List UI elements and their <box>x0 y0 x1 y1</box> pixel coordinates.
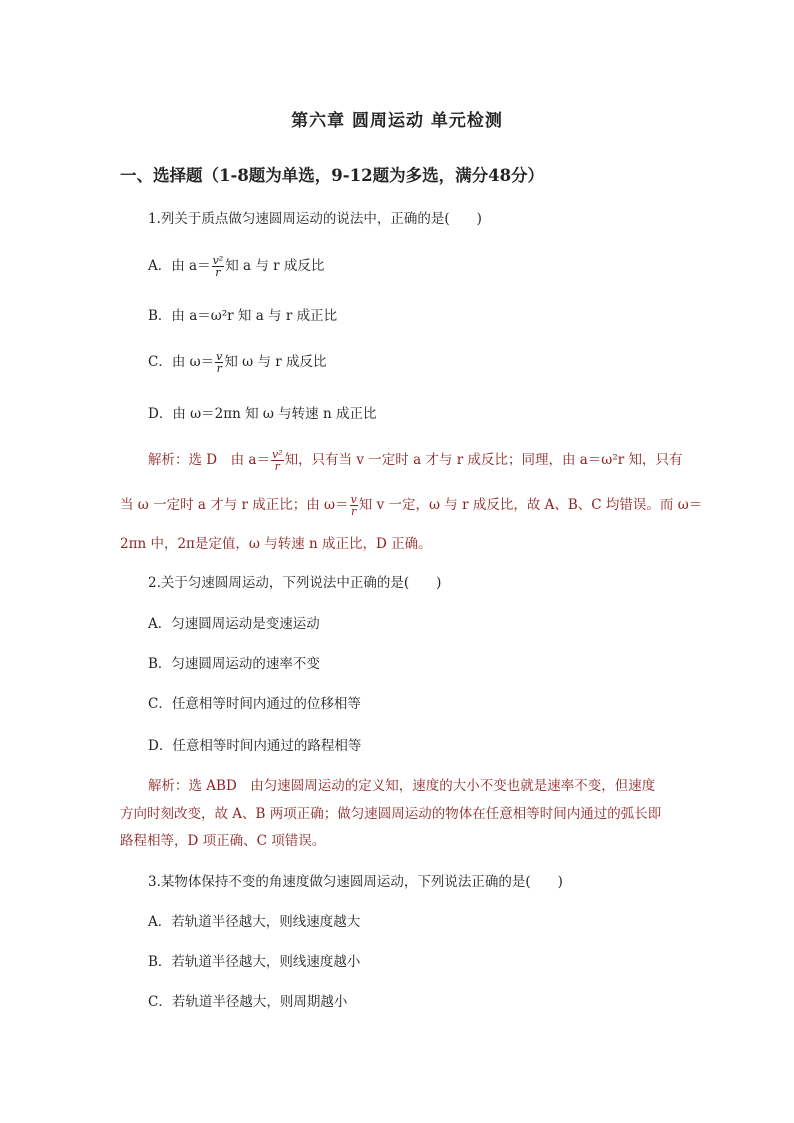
question-3-option-c: C．若轨道半径越大，则周期越小 <box>148 994 348 1010</box>
question-1-option-d: D．由 ω＝2πn 知 ω 与转速 n 成正比 <box>148 406 377 422</box>
question-2-answer-line-2: 方向时刻改变，故 A、B 两项正确；做匀速圆周运动的物体在任意相等时间内通过的弧长即 <box>120 806 662 822</box>
option-a-prefix: A．由 a＝ <box>148 258 211 274</box>
question-1-answer-line-2 <box>120 493 702 517</box>
question-2-option-a: A．匀速圆周运动是变速运动 <box>148 616 320 632</box>
option-c-suffix: 知 ω 与 r 成反比 <box>224 354 327 370</box>
fraction-denominator: r <box>351 505 357 518</box>
question-3-option-a: A．若轨道半径越大，则线速度越大 <box>148 914 361 930</box>
fraction-v-over-r <box>350 494 358 517</box>
question-2-option-d: D．任意相等时间内通过的路程相等 <box>148 738 362 754</box>
fraction-v2-over-r <box>212 255 225 278</box>
fraction-denominator: r <box>274 460 280 473</box>
question-1-option-c <box>148 350 327 374</box>
fraction-v-over-r <box>215 351 223 374</box>
fraction-v2-over-r <box>271 449 284 472</box>
question-2-option-b: B．匀速圆周运动的速率不变 <box>148 656 320 672</box>
question-1-answer-line-1 <box>148 448 682 472</box>
question-3-option-b: B．若轨道半径越大，则线速度越小 <box>148 954 361 970</box>
question-3-stem: 3.某物体保持不变的角速度做匀速圆周运动，下列说法正确的是( ) <box>148 874 563 890</box>
fraction-denominator: r <box>215 266 221 279</box>
answer-prefix: 当 ω 一定时 a 才与 r 成正比；由 ω＝ <box>120 497 349 513</box>
question-2-answer-line-3: 路程相等，D 项正确、C 项错误。 <box>120 833 326 849</box>
section-header: 一、选择题（1-8题为单选，9-12题为多选，满分48分） <box>120 166 545 185</box>
question-2-stem: 2.关于匀速圆周运动，下列说法中正确的是( ) <box>148 575 442 591</box>
question-1-option-a <box>148 254 324 278</box>
question-2-answer-line-1: 解析：选 ABD 由匀速圆周运动的定义知，速度的大小不变也就是速率不变，但速度 <box>148 778 656 794</box>
fraction-numerator: v² <box>212 254 224 267</box>
page-title: 第六章 圆周运动 单元检测 <box>291 111 503 131</box>
question-1-stem: 1.列关于质点做匀速圆周运动的说法中，正确的是( ) <box>148 211 482 227</box>
fraction-denominator: r <box>216 362 222 375</box>
option-c-prefix: C．由 ω＝ <box>148 354 215 370</box>
answer-prefix: 解析：选 D 由 a＝ <box>148 452 270 468</box>
option-a-suffix: 知 a 与 r 成反比 <box>225 258 325 274</box>
fraction-numerator: v² <box>271 448 283 461</box>
answer-suffix: 知，只有当 v 一定时 a 才与 r 成反比；同理，由 a＝ω²r 知，只有 <box>284 452 683 468</box>
answer-suffix: 知 v 一定，ω 与 r 成反比，故 A、B、C 均错误。而 ω＝ <box>358 497 703 513</box>
fraction-numerator: v <box>216 350 223 363</box>
question-1-option-b: B．由 a＝ω²r 知 a 与 r 成正比 <box>148 308 338 324</box>
fraction-numerator: v <box>350 493 357 506</box>
question-1-answer-line-3: 2πn 中，2π是定值，ω 与转速 n 成正比，D 正确。 <box>120 536 432 552</box>
question-2-option-c: C．任意相等时间内通过的位移相等 <box>148 696 361 712</box>
